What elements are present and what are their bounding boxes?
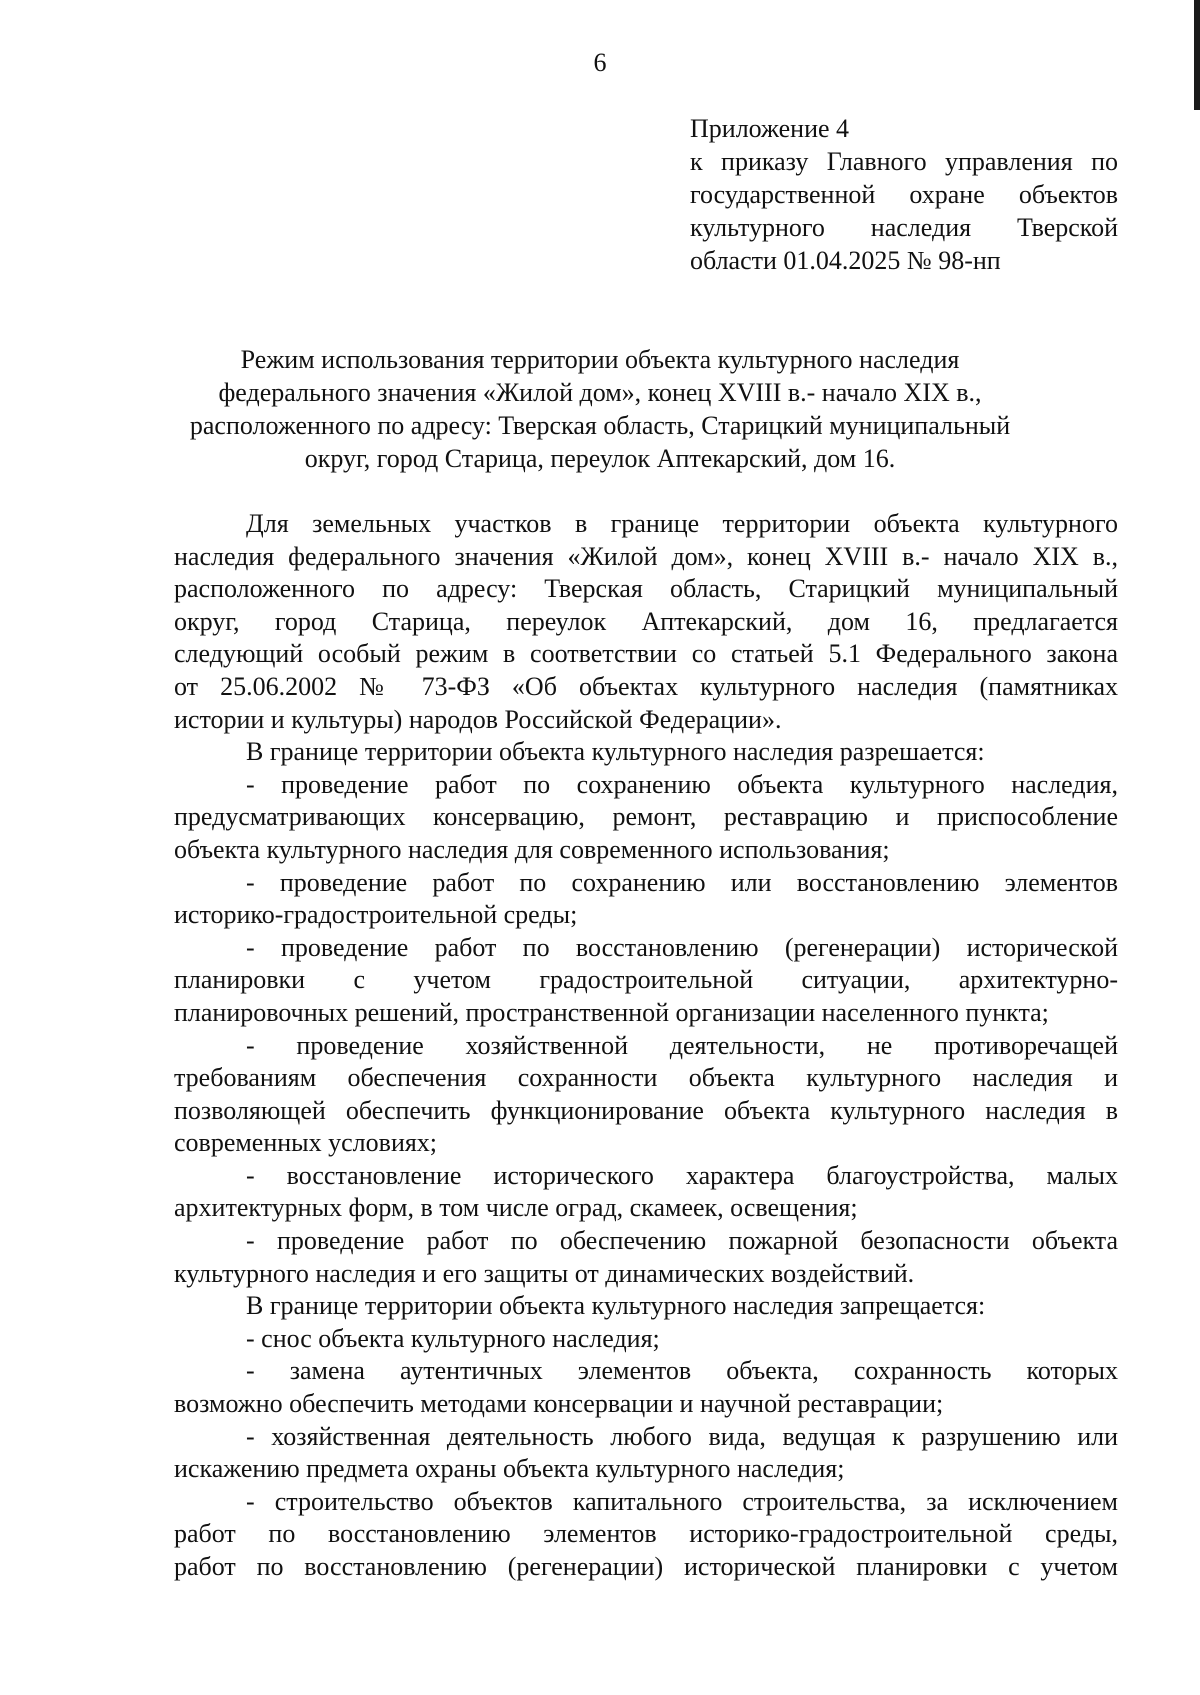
body-paragraph: [174, 1225, 1118, 1290]
paragraph-line: работ по восстановлению элементов историко-градостроительной среды,: [174, 1519, 1118, 1549]
body-paragraph: [174, 867, 1118, 932]
paragraph-line: от 25.06.2002 № 73-ФЗ «Об объектах культурного наследия (памятниках: [174, 671, 1118, 701]
paragraph-line: предусматривающих консервацию, ремонт, реставрацию и приспособление: [174, 802, 1118, 832]
paragraph-line: В границе территории объекта культурного наследия запрещается:: [246, 1291, 986, 1321]
paragraph-line: округ, город Старица, переулок Аптекарский, дом 16, предлагается: [174, 606, 1118, 636]
paragraph-line: - проведение работ по сохранению или восстановлению элементов: [246, 867, 1118, 897]
body-paragraph: [174, 1486, 1118, 1584]
paragraph-line: объекта культурного наследия для современного использования;: [174, 834, 890, 864]
paragraph-line: позволяющей обеспечить функционирование объекта культурного наследия в: [174, 1095, 1118, 1125]
body-paragraph: [174, 1421, 1118, 1486]
paragraph-line: - восстановление исторического характера благоустройства, малых: [246, 1160, 1118, 1190]
paragraph-line: работ по восстановлению (регенерации) исторической планировки с учетом: [174, 1552, 1118, 1581]
body-paragraph: [174, 736, 1118, 769]
body-paragraph: [174, 932, 1118, 1030]
body-paragraph: [174, 508, 1118, 736]
body-paragraph: [174, 1290, 1118, 1323]
paragraph-line: Для земельных участков в границе территории объекта культурного: [246, 509, 1118, 538]
title-line: расположенного по адресу: Тверская область, Старицкий муниципальный: [189, 411, 1011, 440]
appendix-line: государственной охране объектов: [690, 180, 1118, 209]
paragraph-line: - хозяйственная деятельность любого вида, ведущая к разрушению или: [246, 1421, 1118, 1451]
appendix-line: Приложение 4: [690, 114, 850, 143]
paragraph-line: требованиям обеспечения сохранности объекта культурного наследия и: [174, 1063, 1118, 1093]
paragraph-line: архитектурных форм, в том числе оград, скамеек, освещения;: [174, 1193, 858, 1223]
body-paragraph: [174, 1323, 1118, 1356]
appendix-line: области 01.04.2025 № 98-нп: [690, 246, 1001, 275]
appendix-line: к приказу Главного управления по: [690, 147, 1118, 176]
paragraph-line: современных условиях;: [174, 1128, 438, 1158]
paragraph-line: наследия федерального значения «Жилой дом», конец XVIII в.- начало XIX в.,: [174, 541, 1118, 571]
document-title: [150, 343, 1050, 475]
title-line: Режим использования территории объекта культурного наследия: [240, 345, 960, 374]
title-line: округ, город Старица, переулок Аптекарский, дом 16.: [304, 444, 896, 473]
paragraph-line: В границе территории объекта культурного наследия разрешается:: [246, 737, 985, 767]
appendix-line: культурного наследия Тверской: [690, 213, 1118, 242]
paragraph-line: - проведение работ по восстановлению (регенерации) исторической: [246, 932, 1118, 962]
paragraph-line: - проведение хозяйственной деятельности, не противоречащей: [246, 1030, 1118, 1060]
body-paragraph: [174, 1355, 1118, 1420]
paragraph-line: возможно обеспечить методами консервации и научной реставрации;: [174, 1389, 944, 1419]
paragraph-line: - строительство объектов капитального строительства, за исключением: [246, 1486, 1118, 1516]
paragraph-line: планировочных решений, пространственной организации населенного пункта;: [174, 997, 1049, 1027]
body-paragraph: [174, 769, 1118, 867]
paragraph-line: - проведение работ по сохранению объекта культурного наследия,: [246, 769, 1118, 799]
paragraph-line: следующий особый режим в соответствии со статьей 5.1 Федерального закона: [174, 639, 1118, 669]
document-body: [174, 508, 1118, 1584]
appendix-header: [690, 112, 1118, 277]
body-paragraph: [174, 1160, 1118, 1225]
page-number: 6: [593, 48, 607, 77]
paragraph-line: планировки с учетом градостроительной ситуации, архитектурно-: [174, 965, 1118, 995]
paragraph-line: - замена аутентичных элементов объекта, сохранность которых: [246, 1356, 1118, 1386]
paragraph-line: историко-градостроительной среды;: [174, 900, 578, 930]
paragraph-line: культурного наследия и его защиты от динамических воздействий.: [174, 1258, 915, 1288]
title-line: федерального значения «Жилой дом», конец XVIII в.- начало XIX в.,: [218, 378, 982, 407]
paragraph-line: - проведение работ по обеспечению пожарной безопасности объекта: [246, 1226, 1118, 1256]
paragraph-line: истории и культуры) народов Российской Федерации».: [174, 704, 782, 734]
paragraph-line: - снос объекта культурного наследия;: [246, 1323, 660, 1353]
paragraph-line: расположенного по адресу: Тверская область, Старицкий муниципальный: [174, 574, 1118, 604]
paragraph-line: искажению предмета охраны объекта культурного наследия;: [174, 1454, 845, 1484]
body-paragraph: [174, 1030, 1118, 1160]
